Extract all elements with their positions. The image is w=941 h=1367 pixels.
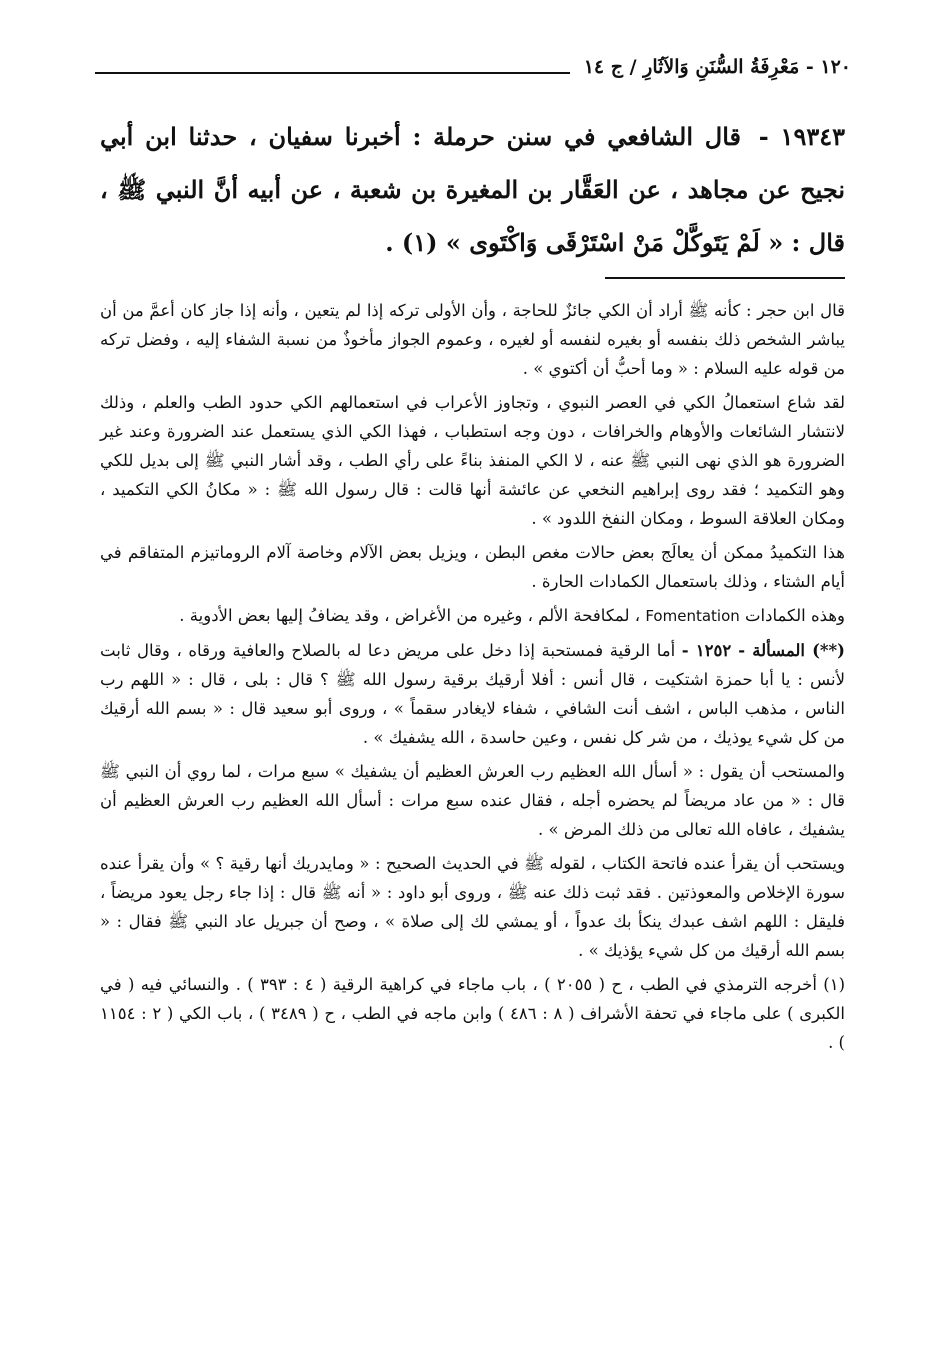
footnote-separator	[605, 277, 845, 279]
reference-footnote: (١) أخرجه الترمذي في الطب ، ح ( ٢٠٥٥ ) ، باب ماجاء في كراهية الرقية ( ٤ : ٣٩٣ ) . والنسائي فيه ( في الكبرى ) على ماجاء في تحفة الأشراف ( ٨ : ٤٨٦ ) وابن ماجه في الطب ، ح ( ٣٤٨٩ ) ، باب الكي ( ٢ : ١١٥٤ ) .	[100, 975, 846, 1052]
note-paragraph: والمستحب أن يقول : « أسأل الله العظيم رب العرش العظيم أن يشفيك » سبع مرات ، لما روي أن النبي ﷺ قال : « من عاد مريضاً لم يحضره أجله ، فقال عنده سبع مرات : أسأل الله العظيم رب العرش العظيم أن يشفيك ، عافاه الله تعالى من ذلك المرض » .	[100, 762, 845, 839]
footnotes	[100, 296, 845, 1062]
running-title: ١٢٠ - مَعْرِفَةُ السُّنَنِ وَالآثَارِ / ج ١٤	[583, 56, 851, 78]
note-term: Fomentation	[645, 607, 740, 625]
note-paragraph	[100, 601, 845, 631]
issue-heading: (**) المسألة - ١٢٥٢ -	[681, 641, 845, 660]
note-paragraph: هذا التكميدُ ممكن أن يعالَج بعض حالات مغص البطن ، ويزيل بعض الآلام وخاصة آلام الروماتيزم المتفاقم في أيام الشتاء ، وذلك باستعمال الكمادات الحارة .	[100, 543, 845, 591]
header-rule	[95, 72, 570, 74]
note-text: أما الرقية فمستحبة إذا دخل على مريض دعا له بالصلاح والعافية ورقاه ، وقال ثابت لأنس : يا أبا حمزة اشتكيت ، قال أنس : أفلا أرقيك برقية رسول الله ﷺ ؟ قال : بلى ، قال : « اللهم رب الناس ، مذهب الباس ، اشف أنت الشافي ، شفاء لايغادر سقماً » ، وروى أبو سعيد قال : « بسم الله أرقيك من كل شيء يوذيك ، من شر كل نفس ، وعين حاسدة ، الله يشفيك » .	[100, 641, 845, 747]
note-text: وهذه الكمادات	[745, 606, 845, 625]
hadith-block	[100, 110, 845, 269]
hadith-text: قال الشافعي في سنن حرملة : أخبرنا سفيان ، حدثنا ابن أبي نجيح عن مجاهد ، عن العَقَّار بن المغيرة بن شعبة ، عن أبيه أنَّ النبي ﷺ ، قال : « لَمْ يَتَوكَّلْ مَنْ اسْتَرْقَى وَاكْتَوى » (١) .	[100, 122, 845, 257]
hadith-number: ١٩٣٤٣ -	[758, 122, 845, 151]
note-text: ، لمكافحة الألم ، وغيره من الأغراض ، وقد يضافُ إليها بعض الأدوية .	[179, 606, 641, 625]
note-paragraph: قال ابن حجر : كأنه ﷺ أراد أن الكي جائزٌ للحاجة ، وأن الأولى تركه إذا لم يتعين ، وأنه إذا جاز كان أعمَّ من أن يباشر الشخص ذلك بنفسه أو بغيره لنفسه أو لغيره ، وعموم الجواز مأخوذٌ من نسبة الشفاء إليه ، وفضل تركه من قوله عليه السلام : « وما أحبُّ أن أكتوي » .	[100, 301, 845, 378]
note-paragraph	[100, 636, 845, 752]
page-header	[95, 52, 851, 82]
note-paragraph: لقد شاع استعمالُ الكي في العصر النبوي ، وتجاوز الأعراب في استعمالهم الكي حدود الطب والعلم ، وذلك لانتشار الشائعات والأوهام والخرافات ، دون وجه استطباب ، فهذا الكي الذي يستعمل عند الضرورة وعند غير الضرورة هو الذي نهى النبي ﷺ عنه ، لا الكي المنفذ بناءً على رأي الطب ، وقد أشار النبي ﷺ إلى بديل للكي وهو التكميد ؛ فقد روى إبراهيم النخعي عن عائشة أنها قالت : قال رسول الله ﷺ : « مكانُ الكي التكميد ، ومكان العلاقة السوط ، ومكان النفخ اللدود » .	[100, 393, 845, 528]
note-paragraph: ويستحب أن يقرأ عنده فاتحة الكتاب ، لقوله ﷺ في الحديث الصحيح : « ومايدريك أنها رقية ؟ » وأن يقرأ عنده سورة الإخلاص والمعوذتين . فقد ثبت ذلك عنه ﷺ ، وروى أبو داود : « أنه ﷺ قال : إذا جاء رجل يعود مريضاً ، فليقل : اللهم اشف عبدك ينكأ بك عدواً ، أو يمشي لك إلى صلاة » ، وصح أن جبريل عاد النبي ﷺ فقال : « بسم الله أرقيك من كل شيء يؤذيك » .	[100, 854, 845, 960]
